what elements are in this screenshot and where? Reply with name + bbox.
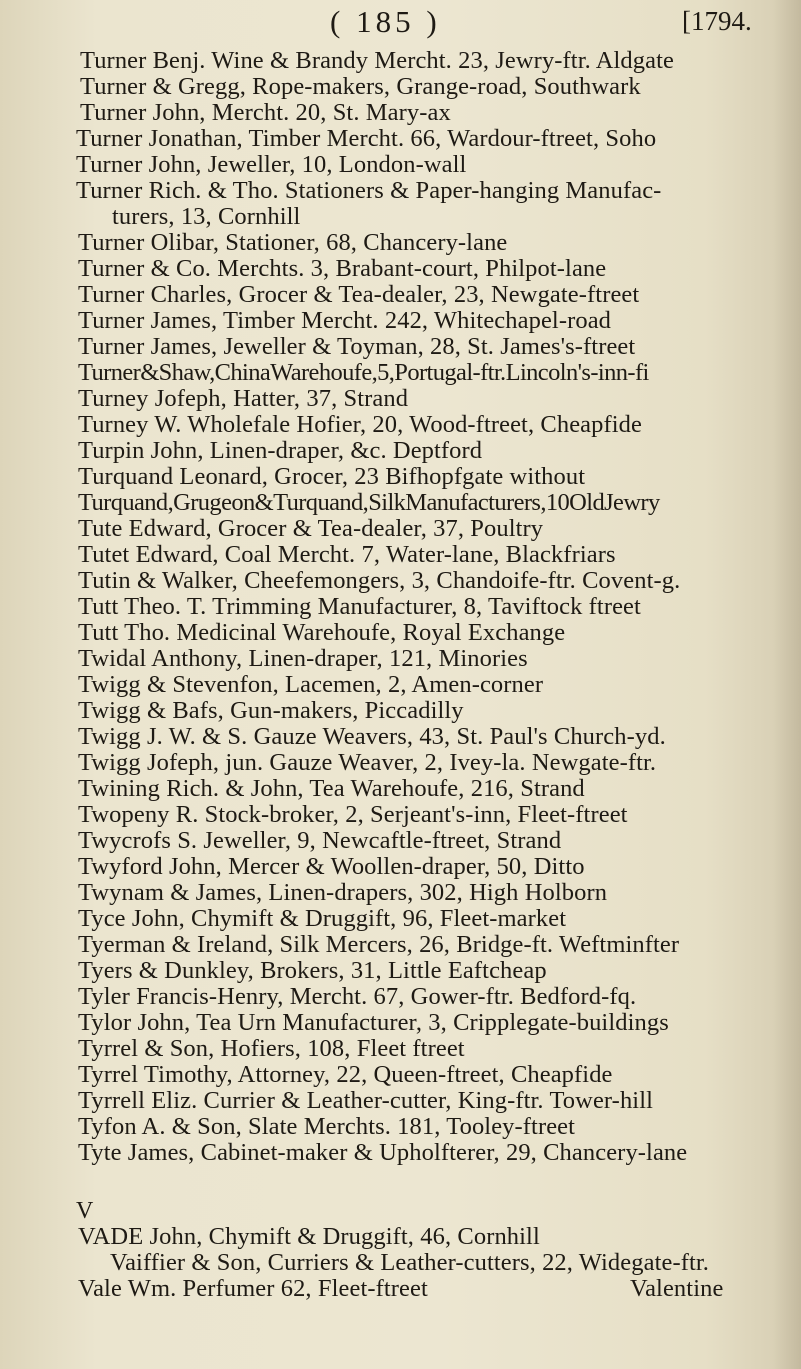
directory-entry: Turner John, Mercht. 20, St. Mary-ax xyxy=(80,99,451,126)
directory-entry: Tute Edward, Grocer & Tea-dealer, 37, Poultry xyxy=(78,515,544,542)
directory-catchword: Valentine xyxy=(630,1275,724,1302)
page-header xyxy=(0,4,801,40)
directory-entry: Twigg & Stevenfon, Lacemen, 2, Amen-corner xyxy=(78,671,544,698)
directory-entry: Twycrofs S. Jeweller, 9, Newcaftle-ftreet, Strand xyxy=(78,827,562,854)
directory-entry: VADE John, Chymift & Druggift, 46, Cornhill xyxy=(78,1223,540,1250)
directory-entry: Turner Jonathan, Timber Mercht. 66, Wardour-ftreet, Soho xyxy=(76,125,657,152)
directory-entry: Turner&Shaw,ChinaWarehoufe,5,Portugal-ftr.Lincoln's-inn-fi xyxy=(78,359,649,386)
page-number: ( 185 ) xyxy=(330,4,441,39)
directory-entry: Tyrrel & Son, Hofiers, 108, Fleet ftreet xyxy=(78,1035,465,1062)
directory-entry: Turney Jofeph, Hatter, 37, Strand xyxy=(78,385,409,412)
directory-entry: Tyers & Dunkley, Brokers, 31, Little Eaftcheap xyxy=(78,957,547,984)
directory-entry: Tutt Tho. Medicinal Warehoufe, Royal Exchange xyxy=(78,619,566,646)
directory-entry: Tutt Theo. T. Trimming Manufacturer, 8, Taviftock ftreet xyxy=(78,593,641,620)
directory-entry: Turner Rich. & Tho. Stationers & Paper-hanging Manufac- xyxy=(76,177,662,204)
directory-entry-continuation: turers, 13, Cornhill xyxy=(112,203,301,230)
directory-entry: Turner James, Jeweller & Toyman, 28, St. James's-ftreet xyxy=(78,333,636,360)
directory-entry: Turney W. Wholefale Hofier, 20, Wood-ftreet, Cheapfide xyxy=(78,411,642,438)
directory-entry: Twining Rich. & John, Tea Warehoufe, 216, Strand xyxy=(78,775,585,802)
directory-entry: Turner James, Timber Mercht. 242, Whitechapel-road xyxy=(78,307,612,334)
directory-entry: Tutin & Walker, Cheefemongers, 3, Chandoife-ftr. Covent-g. xyxy=(78,567,681,594)
directory-entry: Twigg J. W. & S. Gauze Weavers, 43, St. Paul's Church-yd. xyxy=(78,723,666,750)
directory-entry: Turner & Gregg, Rope-makers, Grange-road, Southwark xyxy=(80,73,641,100)
directory-entry: Tyce John, Chymift & Druggift, 96, Fleet-market xyxy=(78,905,567,932)
directory-entry: Twynam & James, Linen-drapers, 302, High Holborn xyxy=(78,879,608,906)
directory-entry: Turner Benj. Wine & Brandy Mercht. 23, Jewry-ftr. Aldgate xyxy=(80,47,674,74)
year-label: [1794. xyxy=(682,6,752,36)
directory-entry: Tyfon A. & Son, Slate Merchts. 181, Tooley-ftreet xyxy=(78,1113,576,1140)
directory-entry: Twyford John, Mercer & Woollen-draper, 50, Ditto xyxy=(78,853,585,880)
directory-entry: Turquand Leonard, Grocer, 23 Bifhopfgate without xyxy=(78,463,586,490)
directory-entry: Turpin John, Linen-draper, &c. Deptford xyxy=(78,437,483,464)
directory-entry: Turner Charles, Grocer & Tea-dealer, 23, Newgate-ftreet xyxy=(78,281,640,308)
directory-entry: Tutet Edward, Coal Mercht. 7, Water-lane, Blackfriars xyxy=(78,541,616,568)
directory-entry: Turner Olibar, Stationer, 68, Chancery-lane xyxy=(78,229,508,256)
directory-entry: Tyrrell Eliz. Currier & Leather-cutter, King-ftr. Tower-hill xyxy=(78,1087,654,1114)
directory-entry: Twigg & Bafs, Gun-makers, Piccadilly xyxy=(78,697,464,724)
directory-entry: Vaiffier & Son, Curriers & Leather-cutters, 22, Widegate-ftr. xyxy=(110,1249,710,1276)
directory-entry: Tyrrel Timothy, Attorney, 22, Queen-ftreet, Cheapfide xyxy=(78,1061,613,1088)
section-letter: V xyxy=(76,1198,94,1224)
directory-entry: Twopeny R. Stock-broker, 2, Serjeant's-inn, Fleet-ftreet xyxy=(78,801,628,828)
directory-entry: Tyerman & Ireland, Silk Mercers, 26, Bridge-ft. Weftminfter xyxy=(78,931,680,958)
directory-entry: Tyte James, Cabinet-maker & Upholfterer, 29, Chancery-lane xyxy=(78,1139,688,1166)
directory-entry: Turner John, Jeweller, 10, London-wall xyxy=(76,151,467,178)
directory-entry: Twigg Jofeph, jun. Gauze Weaver, 2, Ivey-la. Newgate-ftr. xyxy=(78,749,657,776)
directory-entry: Tylor John, Tea Urn Manufacturer, 3, Cripplegate-buildings xyxy=(78,1009,669,1036)
directory-entry: Turner & Co. Merchts. 3, Brabant-court, Philpot-lane xyxy=(78,255,607,282)
directory-entry: Twidal Anthony, Linen-draper, 121, Minories xyxy=(78,645,528,672)
directory-entry: Vale Wm. Perfumer 62, Fleet-ftreet xyxy=(78,1275,428,1302)
page-edge-shadow xyxy=(773,0,801,1369)
directory-entry: Turquand,Grugeon&Turquand,SilkManufacturers,10OldJewry xyxy=(78,489,660,516)
directory-entry: Tyler Francis-Henry, Mercht. 67, Gower-ftr. Bedford-fq. xyxy=(78,983,637,1010)
